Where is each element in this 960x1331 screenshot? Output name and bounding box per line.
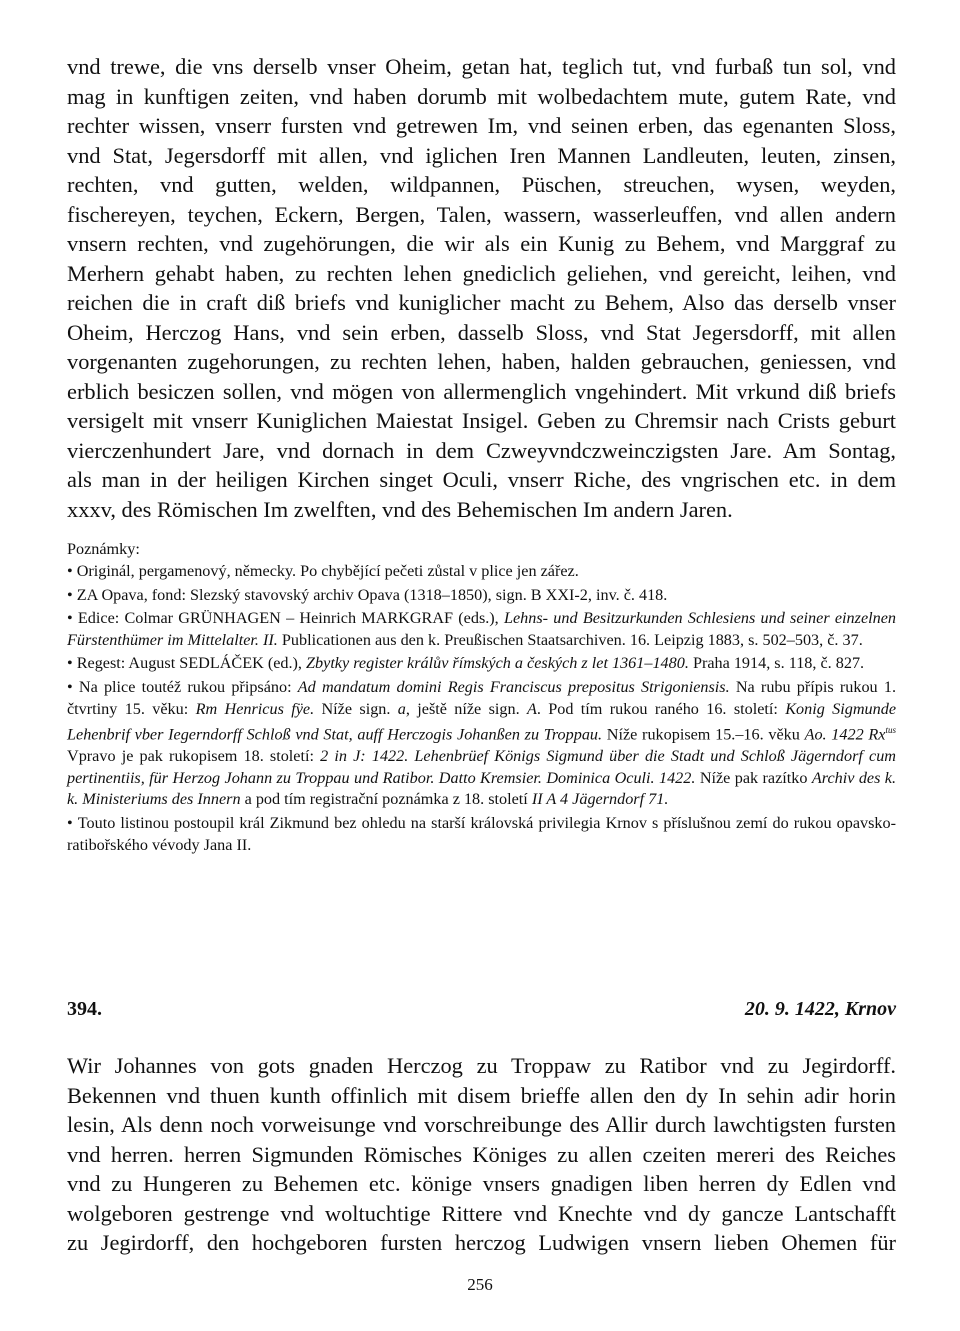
charter-line: versigelt mit vnserr Kuniglichen Maiestat Insigel. Geben zu Chremsir nach Crists geburt	[67, 408, 896, 433]
note-superscript: tus	[885, 725, 896, 736]
note-text: Na rubu přípis rukou 1. čtvrtiny 15. věku:	[67, 677, 896, 718]
note-text: Na plice toutéž rukou připsáno:	[78, 677, 298, 696]
note-quote: A	[526, 699, 537, 718]
note-text: Níže pak razítko	[695, 768, 812, 787]
note-item	[67, 608, 896, 651]
charter-line: vorgenanten zugehorungen, zu rechten lehen, haben, halden gebrauchen, geniessen, vnd	[67, 349, 896, 374]
note-quote: Archiv des k. k. Ministeriums des Innern	[67, 768, 897, 809]
charter-line: Wir Johannes von gots gnaden Herczog zu Troppaw zu Ratibor vnd zu Jegirdorff.	[67, 1053, 896, 1078]
charter-line: mag in kunftigen zeiten, vnd haben dorumb mit wolbedachtem mute, gutem Rate, vnd	[67, 83, 896, 109]
document-header	[67, 998, 896, 1028]
charter-line: fischereyen, teychen, Eckern, Bergen, Talen, wassern, wasserleuffen, vnd allen andern	[67, 201, 896, 227]
note-item	[67, 677, 896, 811]
note-text: Publicationen aus den k. Preußischen Staatsarchiven. 16. Leipzig 1883, s. 502–503, č. 37.	[277, 630, 863, 649]
charter-line: Bekennen vnd thuen kunth offinlich mit disem brieffe allen den dy In sehin adir horin	[67, 1082, 896, 1108]
charter-line: xxxv, des Römischen Im zwelften, vnd des Behemischen Im andern Jaren.	[67, 496, 733, 522]
note-item	[67, 813, 896, 856]
notes-list	[67, 561, 896, 856]
note-text: , ještě níže sign.	[405, 699, 527, 718]
charter-line: Merhern gehabt haben, zu rechten lehen gnediclich geliehen, vnd gereicht, leihen, vnd	[67, 260, 896, 286]
note-text: a pod tím registrační poznámka z 18. století	[240, 790, 532, 809]
note-item	[67, 653, 896, 675]
charter-line: erblich besiczen sollen, vnd mögen von allermenglich vngehindert. Mit vrkund diß briefs	[67, 378, 896, 404]
charter-line: Oheim, Herczog Hans, vnd sein erben, dasselb Sloss, vnd Stat Jegersdorff, mit allen	[67, 319, 896, 345]
charter-line: vnd Stat, Jegersdorff mit allen, vnd iglichen Iren Mannen Landleuten, leuten, zinsen,	[67, 142, 896, 168]
note-quote: Konig Sigmunde Lehenbrif vber Iegerndorff Schloß vnd Stat, auff Herczogis Johanßen zu Troppau.	[67, 699, 897, 744]
note-title: Lehns- und Besitzurkunden Schlesiens und seiner einzelnen Fürstenthümer im Mittelalter. II.	[67, 609, 896, 649]
note-title: Zbytky register králův římských a českých z let 1361–1480.	[306, 654, 689, 673]
charter-text	[67, 52, 896, 524]
note-text: Praha 1914, s. 118, č. 827.	[688, 654, 865, 673]
note-text: Originál, pergamenový, německy. Po chybějící pečeti zůstal v plice jen zářez.	[76, 562, 579, 580]
notes-heading: Poznámky:	[67, 540, 140, 558]
charter-line: lesin, Als denn noch vorweisunge vnd vorschreibunge des Allir durch lawchtigsten fursten	[67, 1112, 896, 1137]
charter-line: zu Jegirdorff, den hochgeboren fursten herczog Ludwigen vnsern lieben Ohemen für	[67, 1230, 896, 1255]
page-body	[67, 52, 896, 858]
charter-line: als man in der heiligen Kirchen singet Oculi, vnserr Riche, des vngrischen etc. in dem	[67, 467, 896, 492]
note-text: Edice: Colmar GRÜNHAGEN – Heinrich MARKGRAF (eds.),	[77, 609, 504, 628]
note-quote: a	[397, 699, 406, 718]
charter-line: vierczenhundert Jare, vnd dornach in dem Czweyvndczweinczigsten Jare. Am Sontag,	[67, 437, 896, 463]
note-quote: 2 in J: 1422. Lehenbrüef Königs Sigmund über die Stadt und Schloß Jägerndorf cum pertinentiis, für Herzog Johann zu Troppau und Ratibor. Datto Kremsier. Dominica Oculi. 1422.	[67, 747, 896, 787]
note-text: ZA Opava, fond: Slezský stavovský archiv Opava (1318–1850), sign. B XXI-2, inv. č. 418.	[76, 585, 668, 604]
note-text: Níže rukopisem 15.–16. věku	[602, 725, 805, 744]
note-quote: Ao. 1422 Rx	[804, 725, 886, 744]
note-quote: II A 4 Jägerndorf 71.	[531, 790, 669, 809]
note-text: Níže sign.	[314, 699, 398, 718]
charter-line: vnd trewe, die vns derselb vnser Oheim, getan hat, teglich tut, vnd furbaß tun sol, vnd	[67, 54, 896, 79]
note-quote: Ad mandatum domini Regis Franciscus prepositus Strigoniensis.	[297, 677, 730, 696]
note-item	[67, 585, 896, 607]
note-item	[67, 561, 896, 583]
note-quote: Rm Henricus fÿe.	[195, 699, 315, 718]
charter-line: rechter wissen, vnserr fursten vnd getrewen Im, vnd seinen erben, das egenanten Sloss,	[67, 113, 896, 138]
charter-line: rechten, vnd gutten, welden, wildpannen, Püschen, streuchen, wysen, weyden,	[67, 172, 896, 197]
charter-line: vnd herren. herren Sigmunden Römisches Königes zu allen czeiten mereri des Reiches	[67, 1141, 896, 1167]
note-text: Touto listinou postoupil král Zikmund bez ohledu na starší královská privilegia Krnov s příslušnou zemí do rukou opavsko-ratibořského vévody Jana II.	[67, 813, 897, 854]
document-number: 394.	[67, 998, 102, 1020]
charter-line: reichen die in craft diß briefs vnd kuniglicher macht zu Behem, Also das derselb vnser	[67, 290, 896, 315]
charter-line: wolgeboren gestrenge vnd woltuchtige Rittere vnd Knechte vnd dy gancze Lantschafft	[67, 1200, 896, 1226]
note-text: Vpravo je pak rukopisem 18. století:	[67, 747, 321, 766]
note-text: . Pod tím rukou raného 16. století:	[536, 699, 786, 718]
charter-line: vnd zu Hungeren zu Behemen etc. könige vnsers gnadigen liben herren dy Edlen vnd	[67, 1171, 896, 1196]
charter-394-text	[67, 1051, 896, 1258]
document-date-place: 20. 9. 1422, Krnov	[744, 998, 896, 1020]
page-number: 256	[467, 1275, 493, 1294]
charter-line: vnsern rechten, vnd zugehörungen, die wir als ein Kunig zu Behem, vnd Marggraf zu	[67, 231, 896, 256]
note-text: Regest: August SEDLÁČEK (ed.),	[76, 654, 307, 673]
